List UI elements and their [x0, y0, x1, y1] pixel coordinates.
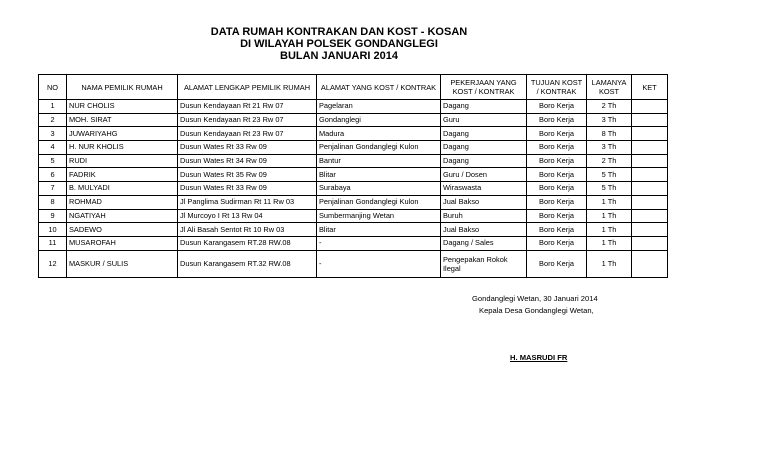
cell-duration: 2 Th [587, 100, 632, 114]
cell-tenant-address: - [317, 250, 441, 277]
header-occupation: PEKERJAAN YANG KOST / KONTRAK [441, 75, 527, 100]
cell-no: 8 [39, 195, 67, 209]
cell-tenant-address: Gondanglegi [317, 113, 441, 127]
cell-duration: 2 Th [587, 154, 632, 168]
cell-notes [632, 236, 668, 250]
cell-no: 7 [39, 182, 67, 196]
table-row [39, 236, 668, 250]
table-row [39, 223, 668, 237]
document-subtitle: DI WILAYAH POLSEK GONDANGLEGI [240, 38, 438, 50]
cell-no: 6 [39, 168, 67, 182]
cell-duration: 1 Th [587, 236, 632, 250]
cell-notes [632, 168, 668, 182]
table-row [39, 113, 668, 127]
cell-owner-name: FADRIK [67, 168, 178, 182]
cell-tenant-address: Bantur [317, 154, 441, 168]
header-owner-name: NAMA PEMILIK RUMAH [67, 75, 178, 100]
cell-purpose: Boro Kerja [527, 223, 587, 237]
cell-owner-address: Dusun Wates Rt 35 Rw 09 [178, 168, 317, 182]
table-row [39, 127, 668, 141]
table-row [39, 141, 668, 155]
cell-owner-address: Dusun Karangasem RT.28 RW.08 [178, 236, 317, 250]
header-notes: KET [632, 75, 668, 100]
cell-notes [632, 141, 668, 155]
cell-duration: 3 Th [587, 113, 632, 127]
cell-occupation: Pengepakan Rokok Ilegal [441, 250, 527, 277]
cell-notes [632, 127, 668, 141]
signature-position: Kepala Desa Gondanglegi Wetan, [479, 306, 594, 315]
cell-occupation: Dagang / Sales [441, 236, 527, 250]
cell-owner-name: MUSAROFAH [67, 236, 178, 250]
cell-owner-address: Jl Murcoyo I Rt 13 Rw 04 [178, 209, 317, 223]
rental-data-table [38, 74, 668, 278]
cell-owner-name: MASKUR / SULIS [67, 250, 178, 277]
cell-owner-name: MOH. SIRAT [67, 113, 178, 127]
header-no: NO [39, 75, 67, 100]
cell-tenant-address: Blitar [317, 223, 441, 237]
cell-owner-address: Dusun Wates Rt 33 Rw 09 [178, 182, 317, 196]
cell-notes [632, 113, 668, 127]
cell-tenant-address: Blitar [317, 168, 441, 182]
cell-purpose: Boro Kerja [527, 209, 587, 223]
cell-duration: 5 Th [587, 182, 632, 196]
header-purpose: TUJUAN KOST / KONTRAK [527, 75, 587, 100]
cell-tenant-address: Pagelaran [317, 100, 441, 114]
cell-tenant-address: Penjalinan Gondanglegi Kulon [317, 141, 441, 155]
cell-owner-address: Jl Ali Basah Sentot Rt 10 Rw 03 [178, 223, 317, 237]
table-header-row [39, 75, 668, 100]
cell-tenant-address: Sumbermanjing Wetan [317, 209, 441, 223]
cell-no: 9 [39, 209, 67, 223]
table-row [39, 209, 668, 223]
table-row [39, 100, 668, 114]
cell-occupation: Dagang [441, 154, 527, 168]
cell-owner-name: SADEWO [67, 223, 178, 237]
table-row [39, 168, 668, 182]
cell-owner-name: H. NUR KHOLIS [67, 141, 178, 155]
cell-purpose: Boro Kerja [527, 100, 587, 114]
cell-occupation: Guru / Dosen [441, 168, 527, 182]
cell-purpose: Boro Kerja [527, 154, 587, 168]
cell-occupation: Wiraswasta [441, 182, 527, 196]
cell-occupation: Guru [441, 113, 527, 127]
table-row [39, 182, 668, 196]
document-period: BULAN JANUARI 2014 [280, 50, 398, 62]
cell-owner-name: ROHMAD [67, 195, 178, 209]
cell-purpose: Boro Kerja [527, 236, 587, 250]
cell-notes [632, 250, 668, 277]
cell-notes [632, 195, 668, 209]
cell-no: 2 [39, 113, 67, 127]
cell-owner-address: Dusun Kendayaan Rt 21 Rw 07 [178, 100, 317, 114]
cell-owner-address: Dusun Wates Rt 34 Rw 09 [178, 154, 317, 168]
table-row [39, 154, 668, 168]
cell-purpose: Boro Kerja [527, 127, 587, 141]
cell-owner-name: NUR CHOLIS [67, 100, 178, 114]
cell-no: 11 [39, 236, 67, 250]
cell-occupation: Dagang [441, 100, 527, 114]
cell-owner-name: RUDI [67, 154, 178, 168]
cell-owner-name: B. MULYADI [67, 182, 178, 196]
header-duration: LAMANYA KOST [587, 75, 632, 100]
cell-duration: 1 Th [587, 250, 632, 277]
cell-purpose: Boro Kerja [527, 195, 587, 209]
cell-owner-address: Dusun Kendayaan Rt 23 Rw 07 [178, 127, 317, 141]
cell-occupation: Jual Bakso [441, 195, 527, 209]
cell-no: 3 [39, 127, 67, 141]
cell-tenant-address: Penjalinan Gondanglegi Kulon [317, 195, 441, 209]
header-tenant-address: ALAMAT YANG KOST / KONTRAK [317, 75, 441, 100]
cell-duration: 8 Th [587, 127, 632, 141]
cell-purpose: Boro Kerja [527, 168, 587, 182]
header-owner-address: ALAMAT LENGKAP PEMILIK RUMAH [178, 75, 317, 100]
cell-occupation: Dagang [441, 141, 527, 155]
table-row [39, 250, 668, 277]
cell-owner-address: Dusun Wates Rt 33 Rw 09 [178, 141, 317, 155]
cell-purpose: Boro Kerja [527, 182, 587, 196]
cell-owner-name: JUWARIYAHG [67, 127, 178, 141]
cell-tenant-address: - [317, 236, 441, 250]
cell-no: 12 [39, 250, 67, 277]
document-title: DATA RUMAH KONTRAKAN DAN KOST - KOSAN [210, 26, 468, 38]
cell-duration: 1 Th [587, 195, 632, 209]
cell-no: 4 [39, 141, 67, 155]
cell-owner-address: Dusun Kendayaan Rt 23 Rw 07 [178, 113, 317, 127]
cell-duration: 1 Th [587, 223, 632, 237]
cell-duration: 3 Th [587, 141, 632, 155]
cell-tenant-address: Madura [317, 127, 441, 141]
cell-owner-address: Dusun Karangasem RT.32 RW.08 [178, 250, 317, 277]
cell-tenant-address: Surabaya [317, 182, 441, 196]
signature-place-date: Gondanglegi Wetan, 30 Januari 2014 [472, 294, 598, 303]
cell-notes [632, 154, 668, 168]
cell-notes [632, 209, 668, 223]
cell-occupation: Buruh [441, 209, 527, 223]
cell-occupation: Jual Bakso [441, 223, 527, 237]
cell-purpose: Boro Kerja [527, 141, 587, 155]
signature-name: H. MASRUDI FR [510, 353, 568, 362]
cell-notes [632, 182, 668, 196]
cell-notes [632, 100, 668, 114]
table-row [39, 195, 668, 209]
cell-no: 5 [39, 154, 67, 168]
cell-owner-address: Jl Panglima Sudirman Rt 11 Rw 03 [178, 195, 317, 209]
cell-owner-name: NGATIYAH [67, 209, 178, 223]
cell-purpose: Boro Kerja [527, 113, 587, 127]
cell-occupation: Dagang [441, 127, 527, 141]
cell-no: 1 [39, 100, 67, 114]
cell-no: 10 [39, 223, 67, 237]
cell-purpose: Boro Kerja [527, 250, 587, 277]
cell-notes [632, 223, 668, 237]
cell-duration: 5 Th [587, 168, 632, 182]
cell-duration: 1 Th [587, 209, 632, 223]
